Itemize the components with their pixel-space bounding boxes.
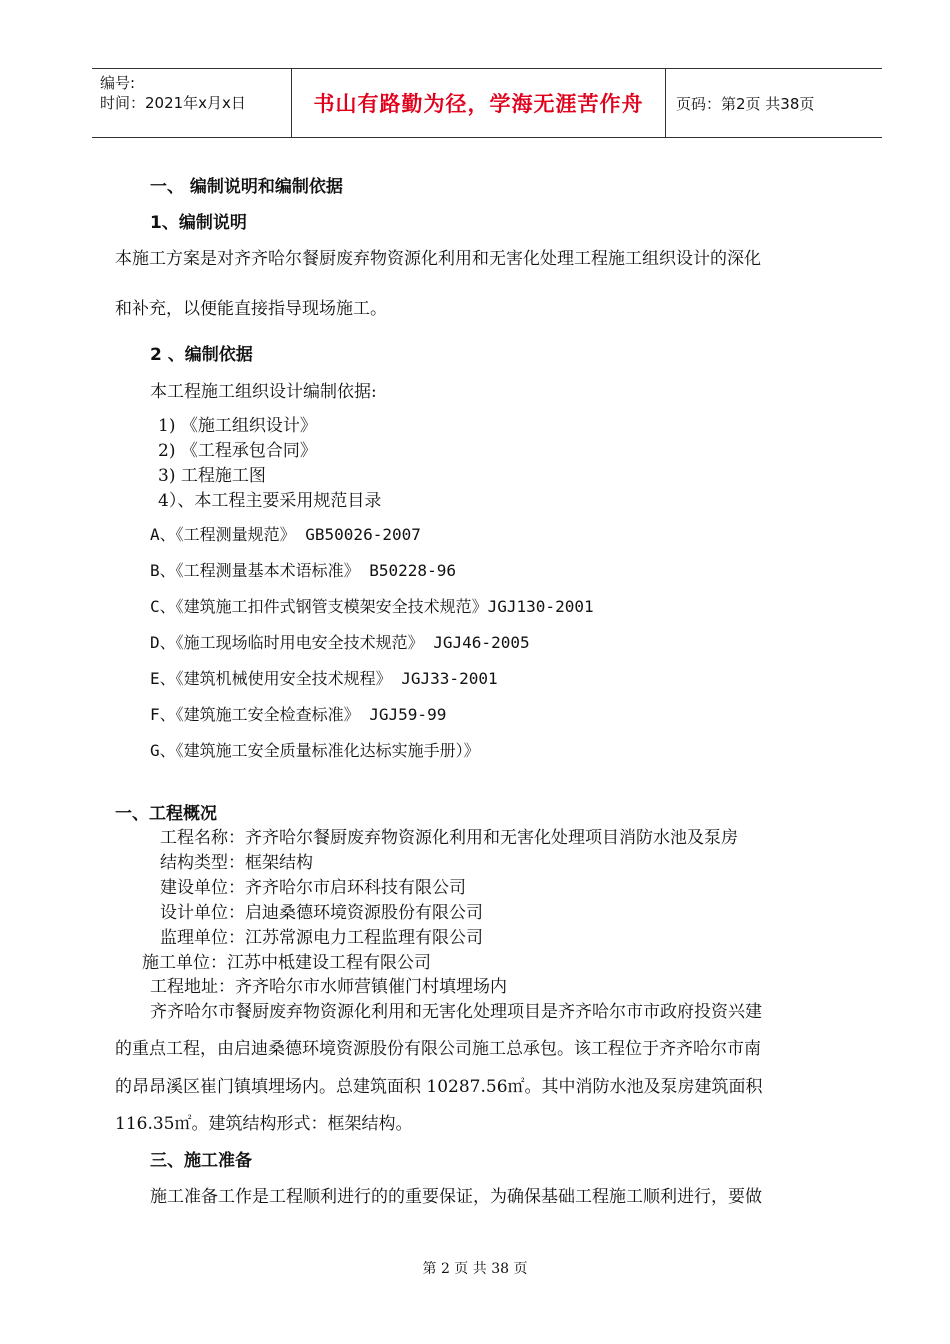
overview-item: 工程名称：齐齐哈尔餐厨废弃物资源化利用和无害化处理项目消防水池及泵房: [160, 828, 738, 848]
section3-heading: 三、施工准备: [150, 1151, 252, 1171]
doc-number-label: 编号:: [100, 74, 136, 92]
overview-item: 施工单位：江苏中柢建设工程有限公司: [142, 953, 431, 973]
standard-item: E、《建筑机械使用安全技术规程》 JGJ33-2001: [150, 669, 498, 688]
standard-item: G、《建筑施工安全质量标准化达标实施手册）》: [150, 741, 480, 760]
paragraph-line: 116.35㎡。建筑结构形式：框架结构。: [115, 1114, 413, 1134]
paragraph-line: 施工准备工作是工程顺利进行的的重要保证，为确保基础工程施工顺利进行，要做: [150, 1187, 762, 1207]
standard-item: B、《工程测量基本术语标准》 B50228-96: [150, 561, 456, 580]
basis-item: 4）、本工程主要采用规范目录: [158, 491, 382, 511]
standard-item: F、《建筑施工安全检查标准》 JGJ59-99: [150, 705, 447, 724]
paragraph-line: 的昂昂溪区崔门镇填埋场内。总建筑面积 10287.56㎡。其中消防水池及泵房建筑面积: [115, 1077, 763, 1097]
overview-item: 监理单位：江苏常源电力工程监理有限公司: [160, 928, 483, 948]
standard-item: D、《施工现场临时用电安全技术规范》 JGJ46-2005: [150, 633, 530, 652]
overview-item: 建设单位：齐齐哈尔市启环科技有限公司: [160, 878, 466, 898]
header-page-number: 页码：第2页 共38页: [676, 94, 815, 113]
page-header: [92, 68, 882, 138]
basis-item: 3) 工程施工图: [158, 466, 266, 486]
overview-item: 结构类型：框架结构: [160, 853, 313, 873]
paragraph-line: 的重点工程，由启迪桑德环境资源股份有限公司施工总承包。该工程位于齐齐哈尔市南: [115, 1039, 761, 1059]
paragraph-line: 本施工方案是对齐齐哈尔餐厨废弃物资源化利用和无害化处理工程施工组织设计的深化: [115, 249, 761, 269]
subheading-description: 1、编制说明: [150, 213, 247, 233]
basis-item: 2) 《工程承包合同》: [158, 441, 317, 461]
basis-intro: 本工程施工组织设计编制依据:: [150, 382, 377, 402]
overview-item: 设计单位：启迪桑德环境资源股份有限公司: [160, 903, 483, 923]
header-motto: 书山有路勤为径，学海无涯苦作舟: [292, 69, 666, 137]
standard-item: A、《工程测量规范》 GB50026-2007: [150, 525, 421, 544]
basis-item: 1) 《施工组织设计》: [158, 416, 317, 436]
section2-heading: 一、工程概况: [115, 804, 217, 824]
doc-time: 时间：2021年x月x日: [100, 94, 246, 112]
standard-item: C、《建筑施工扣件式钢管支模架安全技术规范》JGJ130-2001: [150, 597, 594, 616]
section1-heading: 一、 编制说明和编制依据: [150, 177, 343, 197]
overview-item: 工程地址：齐齐哈尔市水师营镇催门村填埋场内: [150, 977, 507, 997]
subheading-basis: 2 、编制依据: [150, 345, 253, 365]
header-meta: [92, 69, 292, 137]
page-footer: 第 2 页 共 38 页: [422, 1261, 528, 1277]
paragraph-line: 和补充，以便能直接指导现场施工。: [115, 299, 387, 319]
paragraph-line: 齐齐哈尔市餐厨废弃物资源化利用和无害化处理项目是齐齐哈尔市市政府投资兴建: [150, 1002, 762, 1022]
